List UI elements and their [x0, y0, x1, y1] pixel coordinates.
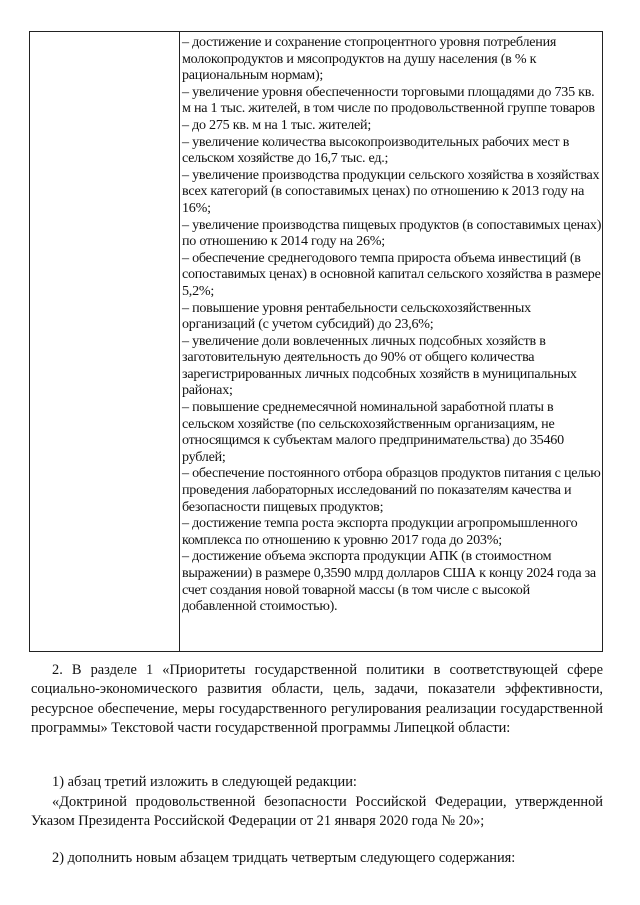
subitem-1-paragraph: 1) абзац третий изложить в следующей редакции:: [52, 774, 357, 790]
indicator-item: – увеличение уровня обеспеченности торговыми площадями до 735 кв. м на 1 тыс. жителей, в том числе по продовольственной группе товаров – до 275 кв. м на 1 тыс. жителей;: [182, 83, 595, 133]
indicator-item: – повышение уровня рентабельности сельскохозяйственных организаций (с учетом субсидий) до 23,6%;: [182, 299, 531, 333]
table-left-cell: [30, 32, 179, 651]
indicator-item: – достижение объема экспорта продукции АПК (в стоимостном выражении) в размере 0,3590 млрд долларов США к концу 2024 года за счет создания новой товарной массы (в том числе с высокой добавленной стоимостью).: [182, 548, 596, 615]
indicator-item: – увеличение количества высокопроизводительных рабочих мест в сельском хозяйстве до 16,7 тыс. ед.;: [182, 133, 570, 167]
indicator-item: – достижение темпа роста экспорта продукции агропромышленного комплекса по отношению к уровню 2017 года до 203%;: [182, 515, 578, 548]
section-change-paragraph: 2. В разделе 1 «Приоритеты государственной политики в соответствующей сфере социально-экономического развития области, цель, задачи, показатели эффективности, ресурсное обеспечение, меры государственного регулирования реализации государственной программы» Текстовой части государственной программы Липецкой области:: [31, 662, 603, 736]
quote-1-paragraph: «Доктриной продовольственной безопасности Российской Федерации, утвержденной Указом Президента Российской Федерации от 21 января 2020 года № 20»;: [31, 794, 603, 830]
indicator-item: – обеспечение среднегодового темпа прироста объема инвестиций (в сопоставимых ценах) в основной капитал сельского хозяйства в размере 5,2%;: [182, 249, 601, 299]
indicator-item: – увеличение производства пищевых продуктов (в сопоставимых ценах) по отношению к 2014 году на 26%;: [182, 216, 602, 250]
table-right-cell: [182, 34, 602, 615]
table-column-divider: [179, 32, 180, 651]
indicator-item: – обеспечение постоянного отбора образцов продуктов питания с целью проведения лабораторных исследований по показателям качества и безопасности пищевых продуктов;: [182, 465, 601, 515]
indicator-item: – достижение и сохранение стопроцентного уровня потребления молокопродуктов и мясопродуктов на душу населения (в % к рациональным нормам);: [182, 34, 557, 84]
indicator-item: – повышение среднемесячной номинальной заработной платы в сельском хозяйстве (по сельскохозяйственным организациям, не относящимся к субъектам малого предпринимательства) до 35460 рублей;: [182, 399, 564, 465]
subitem-2-paragraph: 2) дополнить новым абзацем тридцать четвертым следующего содержания:: [52, 850, 516, 866]
indicator-item: – увеличение производства продукции сельского хозяйства в хозяйствах всех категорий (в сопоставимых ценах) по отношению к 2013 году на 16%;: [182, 166, 600, 216]
indicator-item: – увеличение доли вовлеченных личных подсобных хозяйств в заготовительную деятельность до 90% от общего количества зарегистрированных личных подсобных хозяйств в муниципальных районах;: [182, 332, 577, 399]
indicators-table: [29, 31, 603, 652]
